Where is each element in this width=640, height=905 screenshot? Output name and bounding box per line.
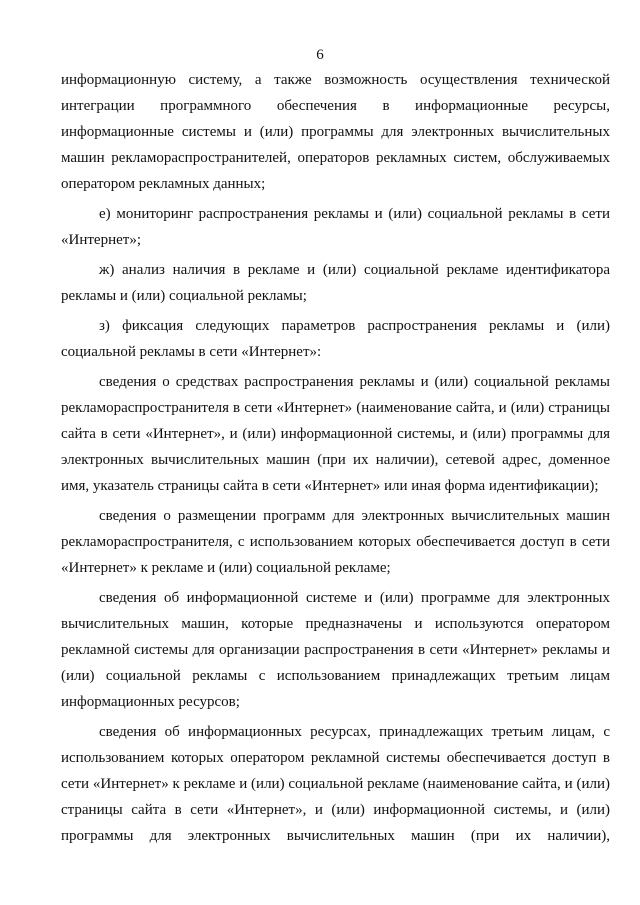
page-number: 6 (316, 47, 324, 63)
document-body (61, 67, 610, 853)
paragraph-third-party-resources: сведения об информационных ресурсах, принадлежащих третьим лицам, с использованием которых оператором рекламной системы обеспечивается доступ в сети «Интернет» к рекламе и (или) социальной рекламе (наименование сайта, и (или) страницы сайта в сети «Интернет», и (или) информационной системы, и (или) программы для электронных вычислительных машин (при их наличии), (61, 724, 610, 844)
paragraph-item-e: е) мониторинг распространения рекламы и (или) социальной рекламы в сети «Интернет»; (61, 206, 610, 248)
paragraph-software-placement: сведения о размещении программ для электронных вычислительных машин рекламораспространителя, с использованием которых обеспечивается доступ в сети «Интернет» к рекламе и (или) социальной рекламе; (61, 508, 610, 576)
paragraph-item-zh: ж) анализ наличия в рекламе и (или) социальной рекламе идентификатора рекламы и (или) социальной рекламы; (61, 262, 610, 304)
paragraph-item-z: з) фиксация следующих параметров распространения рекламы и (или) социальной рекламы в сети «Интернет»: (61, 318, 610, 360)
paragraph-distribution-means: сведения о средствах распространения рекламы и (или) социальной рекламы рекламораспространителя в сети «Интернет» (наименование сайта, и (или) страницы сайта в сети «Интернет», и (или) информационной системы, и (или) программы для электронных вычислительных машин (при их наличии), сетевой адрес, доменное имя, указатель страницы сайта в сети «Интернет» или иная форма идентификации); (61, 374, 610, 494)
paragraph-information-system: сведения об информационной системе и (или) программе для электронных вычислительных машин, которые предназначены и используются оператором рекламной системы для организации распространения в сети «Интернет» рекламы и (или) социальной рекламы с использованием принадлежащих третьим лицам информационных ресурсов; (61, 590, 610, 710)
paragraph-continuation: информационную систему, а также возможность осуществления технической интеграции программного обеспечения в информационные ресурсы, информационные системы и (или) программы для электронных вычислительных машин рекламораспространителей, операторов рекламных систем, обслуживаемых оператором рекламных данных; (61, 72, 610, 192)
